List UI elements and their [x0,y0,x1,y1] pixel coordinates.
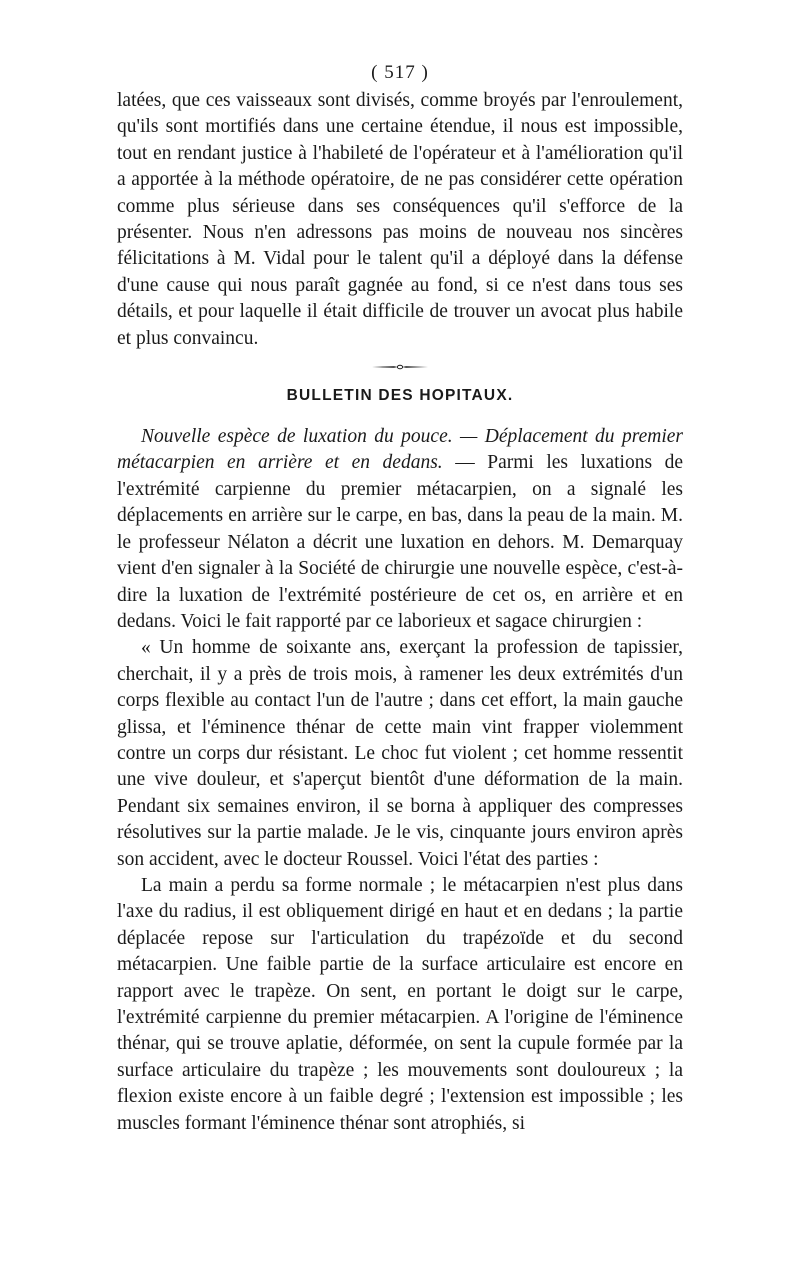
section-title: BULLETIN DES HOPITAUX. [286,387,514,405]
section-separator-ornament [117,364,683,370]
ornament-icon [370,364,430,370]
article-ending-paragraph: latées, que ces vaisseaux sont divisés, comme broyés par l'enroulement, qu'ils sont mortifiés dans une certaine étendue, il nous est impossible, tout en rendant justice à l'habileté de l'opérateur et à l'amélioration qu'il a apportée à la méthode opératoire, de ne pas considérer cette opération comme plus sérieuse dans ses conséquences qu'il s'efforce de la présenter. Nous n'en adressons pas moins de nouveau nos sincères félicitations à M. Vidal pour le talent qu'il a déployé dans la défense d'une cause qui nous paraît gagnée au fond, si ce n'est dans tous ses détails, et pour laquelle il était difficile de trouver un avocat plus habile et plus convaincu. [117,90,683,349]
page-number: ( 517 ) [371,62,429,83]
article-heading: Nouvelle espèce de luxation du pouce. — Déplacement du premier métacarpien en arrière et en dedans. [117,426,683,474]
case-state-paragraph: La main a perdu sa forme normale ; le métacarpien n'est plus dans l'axe du radius, il est obliquement dirigé en haut et en dedans ; la partie déplacée repose sur l'articulation du trapézoïde et du second métacarpien. Une faible partie de la surface articulaire est encore en rapport avec le trapèze. On sent, en portant le doigt sur le carpe, l'extrémité carpienne du premier métacarpien. A l'origine de l'éminence thénar, qui se trouve aplatie, déformée, on sent la cupule formée par la surface articulaire du trapèze ; les mouvements sont douloureux ; la flexion existe encore à un faible degré ; l'extension est impossible ; les muscles formant l'éminence thénar sont atrophiés, si [117,874,683,1134]
case-quote-paragraph: « Un homme de soixante ans, exerçant la profession de tapissier, cherchait, il y a près de trois mois, à ramener les deux extrémités d'un corps flexible au contact l'un de l'autre ; dans cet effort, la main gauche glissa, et l'éminence thénar de cette main vint frapper violemment contre un corps dur résistant. Le choc fut violent ; cet homme ressentit une vive douleur, et s'aperçut bientôt d'une déformation de la main. Pendant six semaines environ, il se borna à appliquer des compresses résolutives sur la partie malade. Je le vis, cinquante jours environ après son accident, avec le docteur Roussel. Voici l'état des parties : [117,637,683,870]
book-page [117,62,683,1137]
bulletin-intro-paragraph [117,424,683,635]
article-intro-text: — Parmi les luxations de l'extrémité carpienne du premier métacarpien, on a signalé les déplacements en arrière sur le carpe, en bas, dans la peau de la main. M. le professeur Nélaton a décrit une luxation en dehors. M. Demarquay vient d'en signaler à la Société de chirurgie une nouvelle espèce, c'est-à-dire la luxation de l'extrémité postérieure de cet os, en arrière et en dedans. Voici le fait rapporté par ce laborieux et sagace chirurgien : [117,452,683,632]
